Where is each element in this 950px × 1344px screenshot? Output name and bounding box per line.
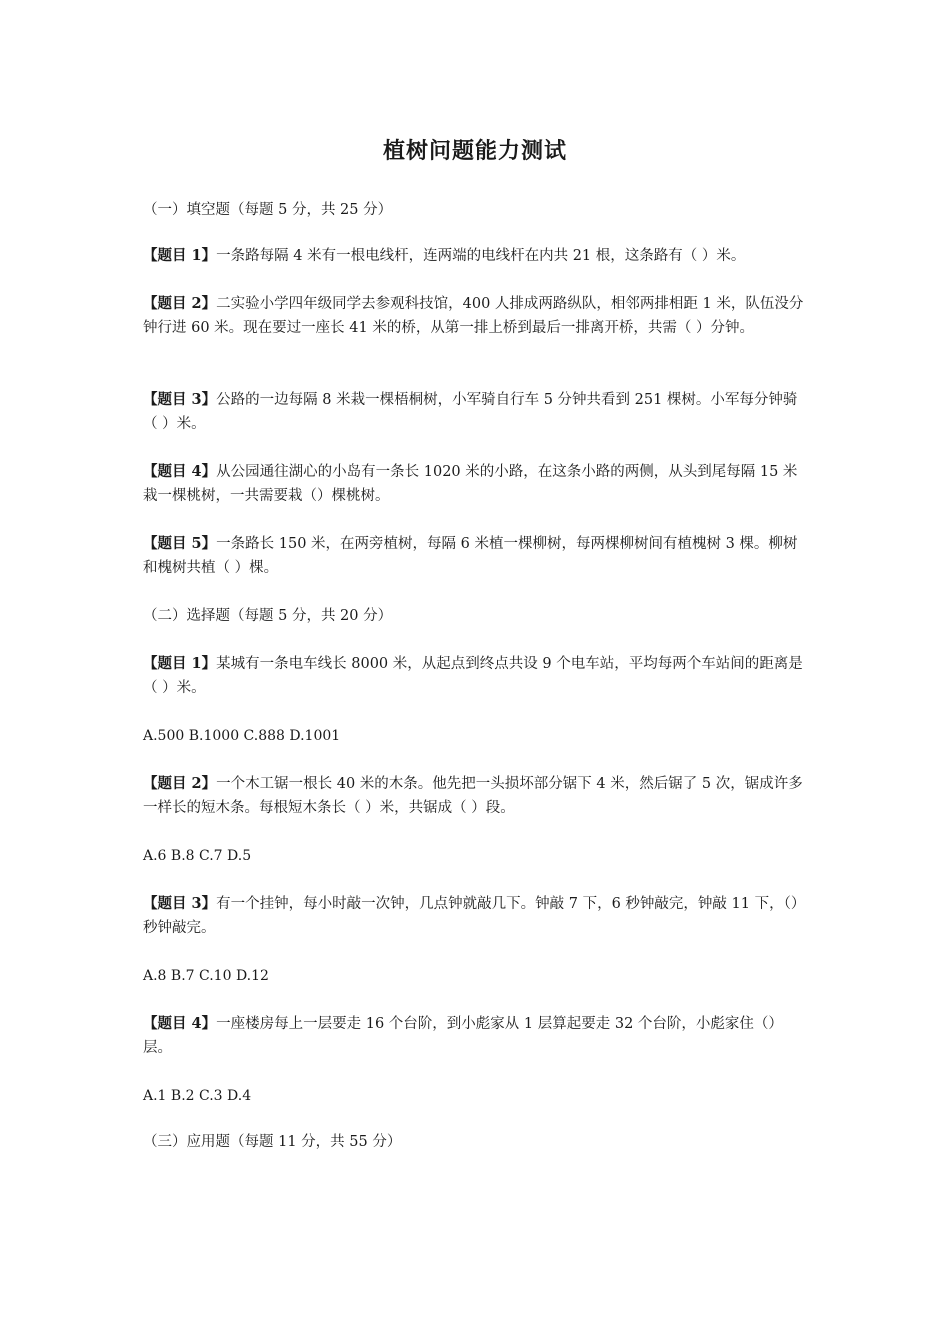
fill-question-1 <box>143 244 811 268</box>
question-label: 【题目 1】 <box>143 247 217 264</box>
question-text: 从公园通往湖心的小岛有一条长 1020 米的小路，在这条小路的两侧，从头到尾每隔 15 米栽一棵桃树，一共需要栽（）棵桃树。 <box>143 464 798 504</box>
choice-options-2: A.6 B.8 C.7 D.5 <box>143 848 252 864</box>
choice-question-2 <box>143 772 811 820</box>
choice-options-3: A.8 B.7 C.10 D.12 <box>143 968 269 984</box>
question-label: 【题目 4】 <box>143 463 217 480</box>
question-text: 有一个挂钟，每小时敲一次钟，几点钟就敲几下。钟敲 7 下，6 秒钟敲完，钟敲 11 下，（）秒钟敲完。 <box>143 896 806 936</box>
fill-question-4 <box>143 460 811 508</box>
choice-options-1: A.500 B.1000 C.888 D.1001 <box>143 728 341 744</box>
choice-options-4: A.1 B.2 C.3 D.4 <box>143 1088 252 1104</box>
choice-question-4 <box>143 1012 811 1060</box>
fill-question-3 <box>143 388 811 436</box>
question-text: 公路的一边每隔 8 米栽一棵梧桐树，小军骑自行车 5 分钟共看到 251 棵树。小军每分钟骑（ ）米。 <box>143 392 798 432</box>
fill-question-5 <box>143 532 811 580</box>
question-label: 【题目 2】 <box>143 295 217 312</box>
question-text: 一座楼房每上一层要走 16 个台阶，到小彪家从 1 层算起要走 32 个台阶，小彪家住（）层。 <box>143 1016 783 1056</box>
question-text: 一条路每隔 4 米有一根电线杆，连两端的电线杆在内共 21 根，这条路有（ ）米。 <box>216 248 746 264</box>
question-text: 二实验小学四年级同学去参观科技馆，400 人排成两路纵队，相邻两排相距 1 米，队伍没分钟行进 60 米。现在要过一座长 41 米的桥，从第一排上桥到最后一排离开桥，共需（ ）分钟。 <box>143 296 804 336</box>
choice-question-3 <box>143 892 811 940</box>
question-label: 【题目 4】 <box>143 1015 217 1032</box>
section-heading-application: （三）应用题（每题 11 分，共 55 分） <box>143 1134 402 1150</box>
question-label: 【题目 1】 <box>143 655 217 672</box>
question-text: 一个木工锯一根长 40 米的木条。他先把一头损坏部分锯下 4 米，然后锯了 5 次，锯成许多一样长的短木条。每根短木条长（ ）米，共锯成（ ）段。 <box>143 776 803 816</box>
section-heading-choice: （二）选择题（每题 5 分，共 20 分） <box>143 608 393 624</box>
question-label: 【题目 3】 <box>143 391 217 408</box>
question-text: 某城有一条电车线长 8000 米，从起点到终点共设 9 个电车站，平均每两个车站间的距离是（ ）米。 <box>143 656 803 696</box>
question-label: 【题目 3】 <box>143 895 217 912</box>
page-title: 植树问题能力测试 <box>382 138 567 164</box>
question-label: 【题目 5】 <box>143 535 217 552</box>
question-label: 【题目 2】 <box>143 775 217 792</box>
fill-question-2 <box>143 292 811 340</box>
question-text: 一条路长 150 米，在两旁植树，每隔 6 米植一棵柳树，每两棵柳树间有植槐树 3 棵。柳树和槐树共植（ ）棵。 <box>143 536 798 576</box>
section-heading-fill-in: （一）填空题（每题 5 分，共 25 分） <box>143 202 393 218</box>
choice-question-1 <box>143 652 811 700</box>
